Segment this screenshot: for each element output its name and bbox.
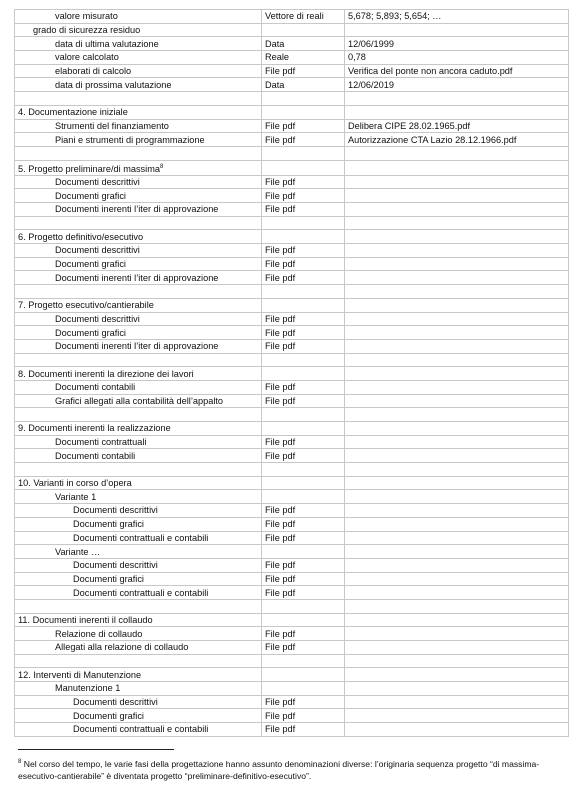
item-label: Documenti grafici	[55, 259, 126, 270]
section-row	[15, 367, 569, 381]
item-label-cell	[15, 203, 262, 217]
type-cell: Data	[262, 37, 345, 51]
table-row	[15, 78, 569, 92]
item-label-cell	[15, 78, 262, 92]
type-cell: File pdf	[262, 133, 345, 147]
type-cell: File pdf	[262, 175, 345, 189]
table-row	[15, 449, 569, 463]
type-cell	[262, 476, 345, 490]
item-label: Documenti contrattuali e contabili	[73, 724, 209, 735]
table-row	[15, 23, 569, 37]
section-row	[15, 160, 569, 175]
type-cell	[262, 230, 345, 244]
value-cell: 5,678; 5,893; 5,654; …	[345, 10, 569, 24]
item-label-cell	[15, 23, 262, 37]
document-sheet	[14, 9, 569, 737]
item-label-cell	[15, 394, 262, 408]
value-cell	[345, 146, 569, 160]
type-cell	[262, 490, 345, 504]
item-label: Documenti inerenti l’iter di approvazione	[55, 341, 219, 352]
item-label: Grafici allegati alla contabilità dell’appalto	[55, 395, 224, 406]
table-row	[15, 435, 569, 449]
footnote-reference: 8	[159, 163, 164, 170]
value-cell	[345, 257, 569, 271]
item-label-cell	[15, 668, 262, 682]
item-label: Documenti contabili	[55, 450, 136, 461]
documentation-table	[14, 9, 569, 737]
item-label-cell	[15, 285, 262, 299]
item-label-cell	[15, 504, 262, 518]
type-cell: File pdf	[262, 504, 345, 518]
table-row	[15, 517, 569, 531]
section-row	[15, 422, 569, 436]
type-cell: File pdf	[262, 64, 345, 78]
spacer-row	[15, 216, 569, 230]
table-row	[15, 312, 569, 326]
item-label: Documenti contrattuali	[55, 437, 147, 448]
item-label: Manutenzione 1	[55, 683, 121, 694]
item-label: Documenti descrittivi	[73, 560, 158, 571]
value-cell	[345, 339, 569, 353]
item-label-cell	[15, 695, 262, 709]
table-row	[15, 64, 569, 78]
footnote-marker: 8	[18, 759, 22, 765]
type-cell: File pdf	[262, 119, 345, 133]
type-cell	[262, 463, 345, 477]
type-cell: File pdf	[262, 257, 345, 271]
item-label: Documenti inerenti l’iter di approvazione	[55, 204, 219, 215]
item-label-cell	[15, 37, 262, 51]
item-label-cell	[15, 175, 262, 189]
item-label-cell	[15, 517, 262, 531]
type-cell	[262, 367, 345, 381]
type-cell	[262, 408, 345, 422]
item-label-cell	[15, 326, 262, 340]
section-row	[15, 476, 569, 490]
value-cell	[345, 367, 569, 381]
item-label-cell	[15, 572, 262, 586]
item-label: 5. Progetto preliminare/di massima	[18, 163, 160, 174]
value-cell	[345, 558, 569, 572]
type-cell: File pdf	[262, 572, 345, 586]
item-label: Documenti descrittivi	[55, 313, 140, 324]
item-label-cell	[15, 105, 262, 119]
value-cell	[345, 654, 569, 668]
item-label-cell	[15, 463, 262, 477]
type-cell: Data	[262, 78, 345, 92]
item-label-cell	[15, 723, 262, 737]
section-row	[15, 298, 569, 312]
item-label-cell	[15, 545, 262, 559]
item-label: Documenti descrittivi	[73, 505, 158, 516]
item-label: 4. Documentazione iniziale	[18, 107, 128, 118]
item-label: Documenti inerenti l’iter di approvazione	[55, 272, 219, 283]
item-label: 8. Documenti inerenti la direzione dei lavori	[18, 368, 194, 379]
item-label-cell	[15, 682, 262, 696]
value-cell	[345, 23, 569, 37]
table-row	[15, 380, 569, 394]
type-cell	[262, 146, 345, 160]
table-row	[15, 10, 569, 24]
value-cell: 12/06/2019	[345, 78, 569, 92]
type-cell	[262, 599, 345, 613]
item-label: Documenti descrittivi	[55, 245, 140, 256]
type-cell	[262, 422, 345, 436]
item-label-cell	[15, 10, 262, 24]
item-label: data di prossima valutazione	[55, 79, 172, 90]
value-cell	[345, 216, 569, 230]
table-row	[15, 175, 569, 189]
table-row	[15, 37, 569, 51]
value-cell: Autorizzazione CTA Lazio 28.12.1966.pdf	[345, 133, 569, 147]
value-cell	[345, 449, 569, 463]
type-cell	[262, 216, 345, 230]
spacer-row	[15, 599, 569, 613]
item-label: Documenti descrittivi	[55, 176, 140, 187]
item-label-cell	[15, 339, 262, 353]
item-label-cell	[15, 230, 262, 244]
item-label-cell	[15, 613, 262, 627]
footnote	[18, 756, 570, 783]
item-label: Documenti grafici	[73, 573, 144, 584]
type-cell	[262, 545, 345, 559]
item-label-cell	[15, 119, 262, 133]
type-cell: File pdf	[262, 586, 345, 600]
item-label-cell	[15, 257, 262, 271]
value-cell	[345, 599, 569, 613]
table-row	[15, 586, 569, 600]
value-cell	[345, 641, 569, 655]
type-cell	[262, 682, 345, 696]
type-cell: File pdf	[262, 449, 345, 463]
table-row	[15, 203, 569, 217]
value-cell	[345, 285, 569, 299]
spacer-row	[15, 463, 569, 477]
value-cell	[345, 490, 569, 504]
item-label: Documenti grafici	[55, 327, 126, 338]
table-row	[15, 531, 569, 545]
section-row	[15, 613, 569, 627]
type-cell: File pdf	[262, 558, 345, 572]
item-label: 6. Progetto definitivo/esecutivo	[18, 231, 144, 242]
table-row	[15, 394, 569, 408]
item-label: Variante 1	[55, 491, 97, 502]
item-label-cell	[15, 476, 262, 490]
spacer-row	[15, 408, 569, 422]
type-cell	[262, 285, 345, 299]
item-label-cell	[15, 558, 262, 572]
spacer-row	[15, 285, 569, 299]
item-label: Piani e strumenti di programmazione	[55, 134, 205, 145]
item-label-cell	[15, 353, 262, 367]
value-cell	[345, 504, 569, 518]
section-row	[15, 668, 569, 682]
item-label: Documenti grafici	[55, 190, 126, 201]
table-row	[15, 627, 569, 641]
value-cell: 0,78	[345, 51, 569, 65]
value-cell	[345, 668, 569, 682]
table-row	[15, 641, 569, 655]
item-label-cell	[15, 244, 262, 258]
value-cell	[345, 271, 569, 285]
table-row	[15, 339, 569, 353]
value-cell	[345, 244, 569, 258]
item-label-cell	[15, 408, 262, 422]
table-row	[15, 545, 569, 559]
item-label-cell	[15, 51, 262, 65]
value-cell	[345, 203, 569, 217]
item-label: Documenti contabili	[55, 382, 136, 393]
item-label: 11. Documenti inerenti il collaudo	[18, 614, 153, 625]
value-cell	[345, 92, 569, 106]
table-row	[15, 244, 569, 258]
type-cell	[262, 92, 345, 106]
table-row	[15, 682, 569, 696]
spacer-row	[15, 353, 569, 367]
item-label: Documenti contrattuali e contabili	[73, 532, 209, 543]
type-cell: File pdf	[262, 189, 345, 203]
value-cell	[345, 326, 569, 340]
table-row	[15, 133, 569, 147]
type-cell: Vettore di reali	[262, 10, 345, 24]
item-label: Documenti descrittivi	[73, 697, 158, 708]
type-cell: File pdf	[262, 517, 345, 531]
table-row	[15, 326, 569, 340]
type-cell	[262, 668, 345, 682]
spacer-row	[15, 146, 569, 160]
spacer-row	[15, 654, 569, 668]
type-cell: File pdf	[262, 695, 345, 709]
type-cell: File pdf	[262, 203, 345, 217]
type-cell: File pdf	[262, 312, 345, 326]
value-cell	[345, 572, 569, 586]
type-cell	[262, 298, 345, 312]
footnote-text: Nel corso del tempo, le varie fasi della progettazione hanno assunto denominazioni diverse: l’originaria sequenza progetto “di massima-esecutivo-cantierabile” è diventata progetto “preliminare-definitivo-esecutivo”.	[18, 758, 540, 782]
item-label: 9. Documenti inerenti la realizzazione	[18, 423, 171, 434]
value-cell	[345, 517, 569, 531]
value-cell	[345, 105, 569, 119]
item-label-cell	[15, 189, 262, 203]
value-cell	[345, 682, 569, 696]
type-cell: File pdf	[262, 244, 345, 258]
value-cell	[345, 627, 569, 641]
value-cell	[345, 230, 569, 244]
item-label-cell	[15, 709, 262, 723]
value-cell	[345, 476, 569, 490]
item-label-cell	[15, 422, 262, 436]
item-label: valore calcolato	[55, 52, 119, 63]
table-row	[15, 119, 569, 133]
type-cell: File pdf	[262, 723, 345, 737]
item-label-cell	[15, 298, 262, 312]
table-row	[15, 709, 569, 723]
item-label: Documenti grafici	[73, 519, 144, 530]
value-cell	[345, 463, 569, 477]
table-row	[15, 271, 569, 285]
type-cell	[262, 353, 345, 367]
value-cell	[345, 380, 569, 394]
item-label-cell	[15, 449, 262, 463]
table-row	[15, 51, 569, 65]
value-cell	[345, 435, 569, 449]
table-row	[15, 723, 569, 737]
item-label: 7. Progetto esecutivo/cantierabile	[18, 300, 154, 311]
item-label-cell	[15, 531, 262, 545]
item-label-cell	[15, 160, 262, 175]
type-cell: Reale	[262, 51, 345, 65]
item-label-cell	[15, 586, 262, 600]
table-row	[15, 189, 569, 203]
value-cell	[345, 422, 569, 436]
type-cell: File pdf	[262, 627, 345, 641]
table-row	[15, 695, 569, 709]
value-cell	[345, 353, 569, 367]
item-label: grado di sicurezza residuo	[33, 25, 141, 36]
item-label: Documenti grafici	[73, 710, 144, 721]
item-label-cell	[15, 380, 262, 394]
type-cell: File pdf	[262, 435, 345, 449]
value-cell	[345, 613, 569, 627]
table-row	[15, 257, 569, 271]
item-label: Strumenti del finanziamento	[55, 120, 169, 131]
table-row	[15, 490, 569, 504]
footnote-separator	[18, 749, 174, 750]
item-label-cell	[15, 64, 262, 78]
item-label: Variante …	[55, 546, 101, 557]
item-label-cell	[15, 654, 262, 668]
item-label: data di ultima valutazione	[55, 38, 159, 49]
type-cell	[262, 160, 345, 175]
type-cell: File pdf	[262, 394, 345, 408]
value-cell	[345, 312, 569, 326]
value-cell	[345, 408, 569, 422]
value-cell	[345, 586, 569, 600]
value-cell	[345, 298, 569, 312]
spacer-row	[15, 92, 569, 106]
item-label: Allegati alla relazione di collaudo	[55, 642, 189, 653]
item-label: elaborati di calcolo	[55, 66, 132, 77]
value-cell	[345, 394, 569, 408]
item-label: 12. Interventi di Manutenzione	[18, 669, 142, 680]
value-cell	[345, 160, 569, 175]
type-cell: File pdf	[262, 339, 345, 353]
section-row	[15, 230, 569, 244]
item-label-cell	[15, 271, 262, 285]
item-label: Documenti contrattuali e contabili	[73, 587, 209, 598]
type-cell: File pdf	[262, 326, 345, 340]
type-cell	[262, 23, 345, 37]
value-cell	[345, 709, 569, 723]
value-cell	[345, 175, 569, 189]
table-body	[15, 10, 569, 737]
item-label-cell	[15, 435, 262, 449]
item-label: Relazione di collaudo	[55, 628, 143, 639]
value-cell	[345, 723, 569, 737]
item-label-cell	[15, 133, 262, 147]
item-label: 10. Varianti in corso d’opera	[18, 478, 132, 489]
item-label-cell	[15, 216, 262, 230]
value-cell	[345, 531, 569, 545]
value-cell	[345, 695, 569, 709]
value-cell: Delibera CIPE 28.02.1965.pdf	[345, 119, 569, 133]
item-label-cell	[15, 599, 262, 613]
type-cell: File pdf	[262, 709, 345, 723]
item-label-cell	[15, 490, 262, 504]
type-cell: File pdf	[262, 641, 345, 655]
type-cell	[262, 105, 345, 119]
type-cell: File pdf	[262, 531, 345, 545]
value-cell	[345, 545, 569, 559]
table-row	[15, 558, 569, 572]
item-label-cell	[15, 92, 262, 106]
table-row	[15, 504, 569, 518]
item-label: valore misurato	[55, 11, 118, 22]
value-cell: 12/06/1999	[345, 37, 569, 51]
item-label-cell	[15, 146, 262, 160]
type-cell: File pdf	[262, 380, 345, 394]
item-label-cell	[15, 641, 262, 655]
type-cell	[262, 654, 345, 668]
item-label-cell	[15, 367, 262, 381]
type-cell	[262, 613, 345, 627]
item-label-cell	[15, 312, 262, 326]
value-cell	[345, 189, 569, 203]
value-cell: Verifica del ponte non ancora caduto.pdf	[345, 64, 569, 78]
type-cell: File pdf	[262, 271, 345, 285]
item-label-cell	[15, 627, 262, 641]
table-row	[15, 572, 569, 586]
section-row	[15, 105, 569, 119]
